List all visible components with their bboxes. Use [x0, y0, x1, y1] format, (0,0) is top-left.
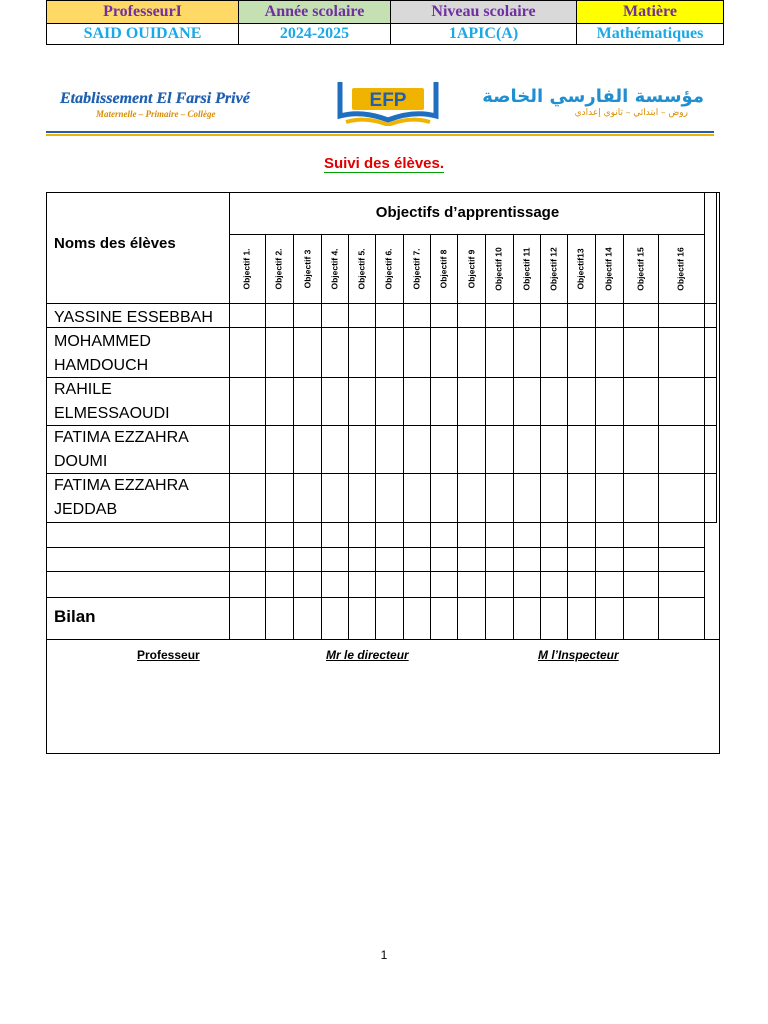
objective-header: Objectif 2. — [274, 248, 284, 290]
objective-header: Objectif 12 — [548, 247, 559, 291]
objective-header: Objectif 7. — [411, 248, 422, 290]
signature-directeur: Mr le directeur — [326, 648, 409, 662]
signature-professeur: Professeur — [137, 648, 200, 662]
objective-header: Objectif 11 — [521, 247, 532, 291]
objective-header: Objectif 9 — [466, 249, 477, 289]
objective-header: Objectif 16 — [676, 247, 686, 291]
grid-line — [47, 571, 704, 572]
info-labels-row — [47, 1, 724, 24]
grid-line — [658, 234, 659, 639]
grid-line — [47, 639, 719, 640]
student-name: RAHILE ELMESSAOUDI — [54, 381, 170, 422]
teacher-label: ProfesseurI — [47, 1, 239, 24]
grid-line — [47, 597, 704, 598]
school-name-fr: Etablissement El Farsi Privé — [60, 90, 250, 107]
grid-line — [321, 234, 322, 639]
objective-header: Objectif 6. — [384, 248, 394, 290]
student-name: FATIMA EZZAHRA JEDDAB — [54, 477, 189, 518]
subject-label: Matière — [577, 1, 724, 24]
objective-header: Objectif 10 — [494, 247, 504, 291]
logo-text: EFP — [369, 90, 407, 111]
grid-line — [47, 547, 704, 548]
teacher-name: SAID OUIDANE — [47, 24, 239, 45]
school-levels-fr: Maternelle – Primaire – Collège — [96, 109, 216, 119]
grid-line — [47, 425, 717, 426]
objective-header: Objectif 8 — [438, 249, 449, 289]
student-name: MOHAMMED HAMDOUCH — [54, 333, 151, 374]
objectives-header: Objectifs d’apprentissage — [375, 204, 560, 221]
grid-line — [47, 377, 717, 378]
student-name: FATIMA EZZAHRA DOUMI — [54, 429, 189, 470]
grid-line — [47, 327, 717, 328]
level-value: 1APIC(A) — [391, 24, 577, 45]
grid-line — [293, 234, 294, 639]
objective-header: Objectif 5. — [356, 248, 367, 290]
grid-line — [540, 234, 541, 639]
signature-inspecteur: M l’Inspecteur — [538, 648, 619, 662]
info-values-row — [47, 24, 724, 45]
grid-line — [623, 234, 624, 639]
grid-line — [348, 234, 349, 639]
page-title — [0, 155, 768, 172]
grid-line — [595, 234, 596, 639]
school-year-label: Année scolaire — [239, 1, 391, 24]
objective-header: Objectif13 — [576, 248, 587, 290]
grid-line — [47, 473, 717, 474]
grid-line — [47, 303, 717, 304]
banner-rule — [46, 131, 714, 133]
grid-line — [47, 522, 717, 523]
grid-line — [229, 234, 704, 235]
school-name-ar: مؤسسة الفارسي الخاصة — [482, 86, 704, 107]
objective-header: Objectif 15 — [635, 247, 646, 291]
objective-header: Objectif 4. — [329, 248, 340, 290]
grid-line — [457, 234, 458, 639]
info-table — [46, 0, 724, 45]
objective-header: Objectif 14 — [604, 247, 614, 291]
bilan-label: Bilan — [54, 607, 96, 626]
grid-line — [265, 234, 266, 639]
names-column-header: Noms des élèves — [54, 235, 176, 252]
grid-line — [375, 234, 376, 639]
grid-line — [704, 234, 705, 639]
page-title-text: Suivi des élèves. — [323, 155, 445, 172]
school-banner — [46, 78, 714, 140]
grid-line — [567, 234, 568, 639]
grid-line — [485, 234, 486, 639]
grid-line — [513, 234, 514, 639]
student-name: YASSINE ESSEBBAH — [54, 309, 213, 326]
page-number: 1 — [380, 948, 388, 962]
subject-value: Mathématiques — [577, 24, 724, 45]
grid-line — [430, 234, 431, 639]
objective-header: Objectif 1. — [242, 248, 252, 290]
school-logo-icon — [332, 80, 444, 126]
grid-line — [704, 193, 705, 234]
grid-line — [403, 234, 404, 639]
level-label: Niveau scolaire — [391, 1, 577, 24]
banner-rule-accent — [46, 134, 714, 136]
grid-line — [229, 193, 230, 639]
school-levels-ar: روض – ابتدائي – ثانوي إعدادي — [574, 108, 688, 118]
school-year-value: 2024-2025 — [239, 24, 391, 45]
students-tracking-table — [46, 192, 720, 754]
objective-header: Objectif 3 — [302, 249, 313, 289]
